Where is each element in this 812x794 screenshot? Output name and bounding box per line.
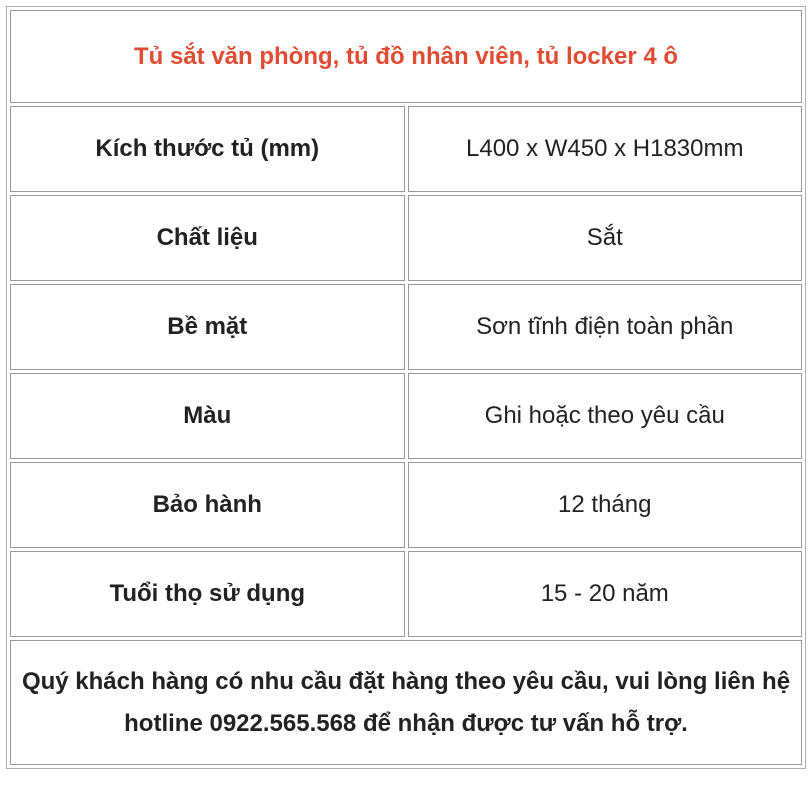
spec-label-warranty: Bảo hành <box>10 462 405 548</box>
spec-label-surface: Bề mặt <box>10 284 405 370</box>
spec-value-warranty: 12 tháng <box>408 462 803 548</box>
spec-label-size: Kích thước tủ (mm) <box>10 106 405 192</box>
spec-row-surface <box>10 284 802 370</box>
title-row <box>10 10 802 103</box>
product-spec-table <box>6 6 806 769</box>
spec-value-size: L400 x W450 x H1830mm <box>408 106 803 192</box>
note-row <box>10 640 802 765</box>
spec-value-color: Ghi hoặc theo yêu cầu <box>408 373 803 459</box>
spec-label-material: Chất liệu <box>10 195 405 281</box>
contact-note: Quý khách hàng có nhu cầu đặt hàng theo yêu cầu, vui lòng liên hệ hotline 0922.565.568 để nhận được tư vấn hỗ trợ. <box>10 640 802 765</box>
spec-label-color: Màu <box>10 373 405 459</box>
spec-row-color <box>10 373 802 459</box>
spec-label-lifespan: Tuổi thọ sử dụng <box>10 551 405 637</box>
spec-value-surface: Sơn tĩnh điện toàn phần <box>408 284 803 370</box>
spec-value-material: Sắt <box>408 195 803 281</box>
spec-row-size <box>10 106 802 192</box>
product-title: Tủ sắt văn phòng, tủ đồ nhân viên, tủ locker 4 ô <box>10 10 802 103</box>
spec-value-lifespan: 15 - 20 năm <box>408 551 803 637</box>
spec-row-lifespan <box>10 551 802 637</box>
spec-row-warranty <box>10 462 802 548</box>
spec-row-material <box>10 195 802 281</box>
